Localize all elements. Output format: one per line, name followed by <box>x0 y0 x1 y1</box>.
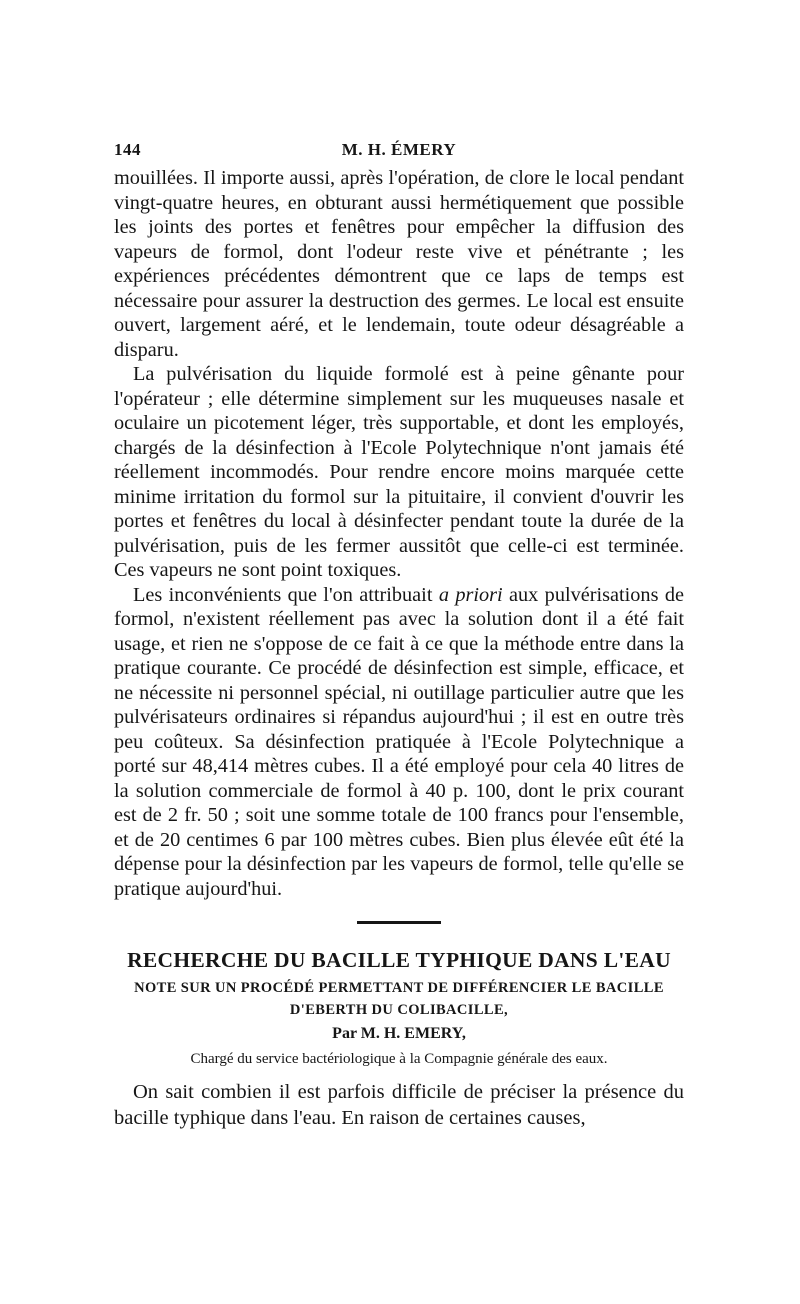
page <box>114 140 684 1131</box>
section-divider <box>357 921 441 924</box>
paragraph-text-end: aux pulvérisations de formol, n'existent réellement pas avec la solution dont il a été fait usage, et rien ne s'oppose de ce fait à ce que la méthode entre dans la pratique courante. Ce procédé de désinfection est simple, efficace, et ne nécessite ni personnel spécial, ni outillage particulier autre que les pulvérisateurs ordinaires si répandus aujourd'hui ; il est en outre très peu coûteux. Sa désinfection pratiquée à l'Ecole Polytechnique a porté sur 48,414 mètres cubes. Il a été employé pour cela 40 litres de la solution commerciale de formol à 40 p. 100, dont le prix courant est de 2 fr. 50 ; soit une somme totale de 100 francs pour l'ensemble, et de 20 centimes 6 par 100 mètres cubes. Bien plus élevée eût été la dépense pour la désinfection par les vapeurs de formol, telle qu'elle se pratique aujourd'hui. <box>114 583 684 900</box>
article-author: Par M. H. EMERY, <box>332 1025 466 1042</box>
italic-phrase: a priori <box>438 583 503 606</box>
page-number: 144 <box>114 140 141 159</box>
running-title: M. H. ÉMERY <box>341 140 457 159</box>
paragraph-inconvenients <box>114 583 684 902</box>
paragraph-pulverisation: La pulvérisation du liquide formolé est à peine gênante pour l'opérateur ; elle détermine simplement sur les muqueuses nasale et oculaire un picotement léger, très supportable, et dont les employés, chargés de la désinfection à l'Ecole Polytechnique n'ont jamais été réellement incommodés. Pour rendre encore moins marquée cette minime irritation du formol sur la pituitaire, il convient d'ouvrir les portes et fenêtres du local à désinfecter pendant toute la durée de la pulvérisation, puis de les fermer aussitôt que celle-ci est terminée. Ces vapeurs ne sont point toxiques. <box>114 363 684 581</box>
subtitle-line-2: D'EBERTH DU COLIBACILLE, <box>289 1002 509 1018</box>
paragraph-text-start: Les inconvénients que l'on attribuait <box>133 583 439 606</box>
article-opening-paragraph: On sait combien il est parfois difficile de préciser la présence du bacille typhique dans l'eau. En raison de certaines causes, <box>114 1081 684 1129</box>
article-subtitle <box>114 977 684 1021</box>
article-title: RECHERCHE DU BACILLE TYPHIQUE DANS L'EAU <box>127 948 671 972</box>
paragraph-continuation: mouillées. Il importe aussi, après l'opération, de clore le local pendant vingt-quatre heures, en obturant aussi hermétiquement que possible les joints des portes et fenêtres pour empêcher la diffusion des vapeurs de formol, dont l'odeur reste vive et pénétrante ; les expériences précédentes démontrent que ce laps de temps est nécessaire pour assurer la destruction des germes. Le local est ensuite ouvert, largement aéré, et le lendemain, toute odeur désagréable a disparu. <box>114 167 684 361</box>
subtitle-line-1: NOTE SUR UN PROCÉDÉ PERMETTANT DE DIFFÉRENCIER LE BACILLE <box>134 980 664 996</box>
author-affiliation: Chargé du service bactériologique à la Compagnie générale des eaux. <box>190 1051 608 1067</box>
page-header <box>114 140 684 166</box>
